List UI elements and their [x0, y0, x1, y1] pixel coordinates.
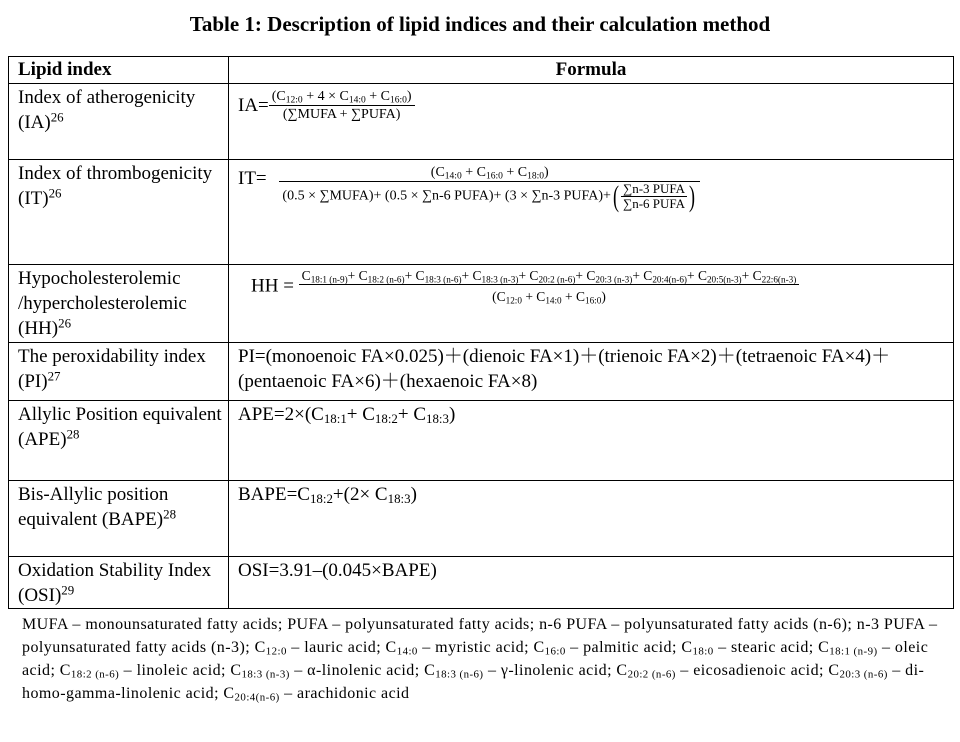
- formula-cell: [229, 557, 954, 609]
- numerator: $(C_{12:0} + 4 \times C_{14:0} + C_{16:0})$: [269, 88, 415, 106]
- formula-cell: [229, 343, 954, 401]
- ape-formula: $APE=2\times(C_{18:1}+ C_{18:2}+ C_{18:3})$: [238, 404, 456, 427]
- index-name: Index of thrombogenicity (IT): [18, 163, 213, 209]
- formula-cell: [229, 160, 954, 265]
- reference-number: 29: [61, 582, 75, 598]
- formula-cell: [229, 84, 954, 160]
- index-name: The peroxidability index (PI): [18, 346, 206, 392]
- table-row: [9, 160, 954, 265]
- table-row: [9, 84, 954, 160]
- left-paren: (: [612, 179, 619, 213]
- formula-lhs: IA=: [238, 95, 269, 116]
- formula-cell: [229, 401, 954, 481]
- formula-lhs: HH =: [251, 275, 294, 297]
- formula-lhs: IT=: [238, 168, 267, 189]
- osi-formula: OSI=3.91–(0.045×BAPE): [238, 560, 437, 581]
- reference-number: 26: [48, 185, 62, 201]
- inner-fraction: [621, 182, 687, 211]
- index-name: Oxidation Stability Index (OSI): [18, 560, 212, 606]
- reference-number: 26: [58, 315, 72, 331]
- index-name-cell: [9, 401, 229, 481]
- denominator: (∑MUFA + ∑PUFA): [282, 107, 401, 122]
- index-name-cell: [9, 160, 229, 265]
- inner-denominator: ∑n-6 PUFA: [622, 196, 686, 211]
- index-name-cell: [9, 481, 229, 557]
- reference-number: 26: [50, 109, 64, 125]
- table-row: [9, 481, 954, 557]
- table-header-row: [9, 57, 954, 84]
- col-header-formula: Formula: [229, 57, 954, 84]
- reference-number: 27: [47, 368, 61, 384]
- index-name-cell: [9, 84, 229, 160]
- index-name: Allylic Position equivalent (APE): [18, 404, 222, 450]
- inner-numerator: ∑n-3 PUFA: [622, 181, 686, 196]
- col-header-lipid-index: Lipid index: [9, 57, 229, 84]
- lipid-indices-table: [8, 56, 954, 609]
- table-title: Table 1: Description of lipid indices and their calculation method: [189, 12, 771, 36]
- table-row: [9, 265, 954, 343]
- formula-cell: [229, 481, 954, 557]
- fraction: [279, 164, 700, 211]
- index-name-cell: [9, 265, 229, 343]
- reference-number: 28: [66, 426, 80, 442]
- table-row: [9, 401, 954, 481]
- index-name: Bis-Allylic position equivalent (BAPE): [18, 484, 169, 530]
- index-name: Index of atherogenicity (IA): [18, 87, 196, 133]
- reference-number: 28: [163, 506, 177, 522]
- bape-formula: $BAPE=C_{18:2}+(2\times C_{18:3})$: [238, 484, 417, 507]
- it-formula: [238, 164, 700, 211]
- formula-cell: [229, 265, 954, 343]
- fraction: [269, 88, 415, 123]
- index-name-cell: [9, 343, 229, 401]
- index-name: Hypocholesterolemic /hypercholesterolemic (HH): [18, 268, 187, 339]
- denominator: $(C_{12:0} + C_{14:0} + C_{16:0})$: [492, 289, 606, 306]
- right-paren: ): [689, 179, 696, 213]
- numerator: $C_{18:1 (n-9)}+ C_{18:2 (n-6)}+ C_{18:3 (n-6)}+ C_{18:3 (n-3)}+ C_{20:2 (n-6)}+ C_{20:3 (n-3)}+ C_{20:4(n-6)}+ C_{20:5(n-3)}+ C_{22:6(n-3)}$: [299, 267, 800, 285]
- table-row: [9, 557, 954, 609]
- fraction: [299, 267, 800, 305]
- ia-formula: [238, 88, 415, 123]
- table-footnote: MUFA – monounsaturated fatty acids; PUFA – polyunsaturated fatty acids; n-6 PUFA – polyunsaturated fatty acids (n-6); n-3 PUFA – polyunsaturated fatty acids (n-3); $C_{12:0}$ – lauric acid; $C_{14:0}$ – myristic acid; $C_{16:0}$ – palmitic acid; $C_{18:0}$ – stearic acid; $C_{18:1 (n-9)}$ – oleic acid; $C_{18:2 (n-6)}$ – linoleic acid; $C_{18:3 (n-3)}$ – α-linolenic acid; $C_{18:3 (n-6)}$ – γ-linolenic acid; $C_{20:2 (n-6)}$ – eicosadienoic acid; $C_{20:3 (n-6)}$ – di-homo-gamma-linolenic acid; $C_{20:4(n-6)}$ – arachidonic acid: [22, 616, 938, 704]
- numerator: $(C_{14:0} + C_{16:0} + C_{18:0})$: [279, 164, 700, 182]
- hh-formula: [251, 267, 799, 305]
- table-row: [9, 343, 954, 401]
- index-name-cell: [9, 557, 229, 609]
- pi-formula: PI=(monoenoic FA×0.025)＋(dienoic FA×1)＋(trienoic FA×2)＋(tetraenoic FA×4)＋(pentaenoic FA×6)＋(hexaenoic FA×8): [238, 346, 891, 392]
- denominator-group: [279, 179, 700, 213]
- denominator: (0.5 × ∑MUFA)+ (0.5 × ∑n-6 PUFA)+ (3 × ∑n-3 PUFA)+: [282, 188, 611, 204]
